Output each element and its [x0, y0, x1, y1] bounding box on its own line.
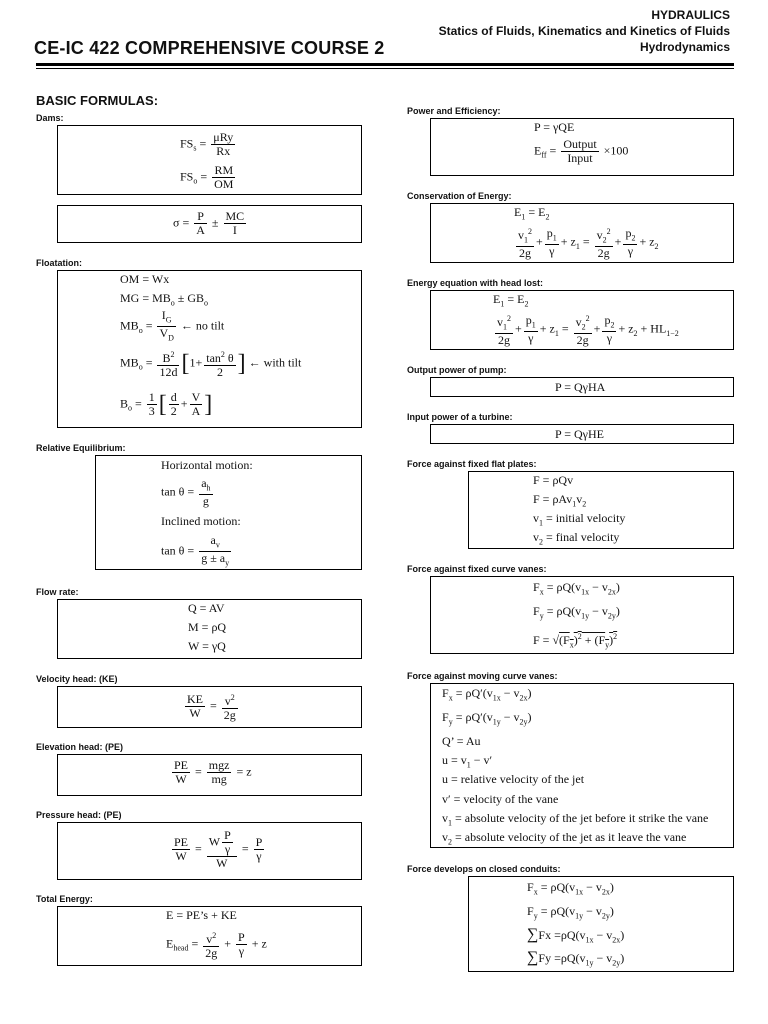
inclined-motion-label: Inclined motion: [161, 514, 241, 528]
fx-fixed-curve-formula: $F_x = \rho Q(v_{1x} - v_{2x})$ [533, 580, 620, 597]
bernoulli-head-lost-formula: $\frac{v_1^2}{2g}$ + $\frac{p_1}{\gamma}$ + $z_1$ = $\frac{v_2^2}{2g}$ + $\frac{p_2}{\gamma}$ + $z_2 + HL_{1-2}$ [497, 313, 679, 348]
e-head-formula: $E_{head}$ = $\frac{v^2}{2g}$ + $\frac{P}{\gamma}$ + z [166, 930, 267, 960]
pressure-head-box [57, 822, 362, 880]
section-label-elevation-head: Elevation head: (PE) [36, 742, 124, 752]
turbine-power-formula: P = QγHE [555, 427, 604, 441]
f-rho-av1v2-formula: $F = \rho Av_1v_2$ [533, 492, 587, 509]
f-rho-qv-formula: F = ρQv [533, 473, 574, 487]
course-title: CE-IC 422 COMPREHENSIVE COURSE 2 [34, 38, 385, 58]
dams-factor-of-safety-box [57, 125, 362, 195]
v1-definition: $v_1$ = initial velocity [533, 511, 626, 528]
q-av-formula: Q = AV [188, 601, 225, 615]
v1-abs-definition: $v_1$ = absolute velocity of the jet before it strike the vane [442, 811, 709, 828]
section-label-floatation: Floatation: [36, 258, 82, 268]
v2-abs-definition: $v_2$ = absolute velocity of the jet as it leave the vane [442, 830, 687, 847]
section-label-force-flat-plates: Force against fixed flat plates: [407, 459, 537, 469]
section-label-power-efficiency: Power and Efficiency: [407, 106, 501, 116]
f-resultant-formula: $F = √(F_x)^2 + (F_y)^2$ [533, 632, 618, 650]
section-label-force-fixed-curve: Force against fixed curve vanes: [407, 564, 547, 574]
output-power-pump-box [430, 377, 734, 397]
fx-conduit-formula: $F_x = \rho Q(v_{1x} - v_{2x})$ [527, 880, 614, 897]
efficiency-formula: $E_{ff}$ = $\frac{\text{Output}}{\text{Input}}$ ×100 [534, 137, 629, 165]
section-label-total-energy: Total Energy: [36, 894, 93, 904]
conservation-energy-box [430, 203, 734, 263]
pressure-head-formula: $\frac{PE}{W}$ = W $\frac{P}{\gamma}$ W = $\frac{P}{\gamma}$ [174, 828, 263, 870]
section-label-energy-head-lost: Energy equation with head lost: [407, 278, 544, 288]
input-power-turbine-box [430, 424, 734, 444]
fy-fixed-curve-formula: $F_y = \rho Q(v_{1y} - v_{2y})$ [533, 604, 620, 621]
om-formula: OM = Wx [120, 272, 170, 286]
velocity-head-formula: $\frac{KE}{W}$ = $\frac{v^2}{2g}$ [187, 692, 236, 722]
energy-head-lost-box [430, 290, 734, 350]
bernoulli-formula: $\frac{v_1^2}{2g}$ + $\frac{p_1}{\gamma}$ + $z_1$ = $\frac{v_2^2}{2g}$ + $\frac{p_2}{\gamma}$ + $z_2$ [518, 226, 659, 261]
fx-moving-formula: $F_x = \rho Q'(v_{1x} - v_{2x})$ [442, 686, 532, 703]
no-tilt-note: ← no tilt [180, 318, 225, 333]
dams-stress-box [57, 205, 362, 243]
relative-equilibrium-box [95, 455, 362, 570]
elevation-head-formula: $\frac{PE}{W}$ = $\frac{\text{mgz}}{mg}$ = z [174, 758, 252, 786]
section-label-dams: Dams: [36, 113, 64, 123]
topics-line-1: Statics of Fluids, Kinematics and Kinetics of Fluids [438, 24, 730, 38]
m-rho-q-formula: M = ρQ [188, 620, 227, 634]
topics-line-2: Hydrodynamics [639, 40, 730, 54]
horizontal-motion-label: Horizontal motion: [161, 458, 253, 472]
mg-formula: MG = $MB_o \pm GB_o$ [120, 291, 209, 308]
section-label-conservation-energy: Conservation of Energy: [407, 191, 512, 201]
document-header-topics [439, 7, 730, 55]
tan-inclined-formula: tan θ = $\frac{a_v}{g \pm a_y}$ [161, 533, 230, 568]
fy-moving-formula: $F_y = \rho Q'(v_{1y} - v_{2y})$ [442, 710, 532, 727]
velocity-head-box [57, 686, 362, 728]
e-pe-ke-formula: E = PE’s + KE [166, 908, 237, 922]
subject-title: HYDRAULICS [651, 8, 730, 22]
force-closed-conduits-box [468, 876, 734, 972]
foundation-stress-formula: σ = $\frac{P}{A}$ ± $\frac{MC}{I}$ [173, 209, 245, 237]
e1-e2-head-lost-formula: $E_1 = E_2$ [493, 292, 529, 309]
u-definition: u = relative velocity of the jet [442, 772, 585, 786]
section-label-input-power-turbine: Input power of a turbine: [407, 412, 513, 422]
sum-fx-formula: $\sum Fx =\rho Q(v_{1x} - v_{2x})$ [527, 926, 625, 945]
w-gamma-q-formula: W = γQ [188, 639, 226, 653]
u-formula: $u = v_1 - v'$ [442, 753, 493, 770]
basic-formulas-heading: BASIC FORMULAS: [36, 93, 159, 108]
sum-fy-formula: $\sum Fy =\rho Q(v_{1y} - v_{2y})$ [527, 949, 625, 968]
total-energy-box [57, 906, 362, 966]
flow-rate-box [57, 599, 362, 659]
section-label-relative-equilibrium: Relative Equilibrium: [36, 443, 126, 453]
force-fixed-curve-box [430, 576, 734, 654]
mb-no-tilt-formula: $MB_o$ = $\frac{I_G}{V_D}$ ← no tilt [120, 308, 225, 343]
section-label-velocity-head: Velocity head: (KE) [36, 674, 118, 684]
q-prime-formula: Q’ = Au [442, 734, 481, 748]
fy-conduit-formula: $F_y = \rho Q(v_{1y} - v_{2y})$ [527, 904, 614, 921]
fs-overturning-formula: $FS_o$ = $\frac{RM}{OM}$ [180, 163, 234, 191]
power-formula: P = γQE [534, 120, 575, 134]
v2-definition: $v_2$ = final velocity [533, 530, 620, 547]
elevation-head-box [57, 754, 362, 796]
v-prime-definition: v′ = velocity of the vane [442, 792, 559, 806]
section-label-pressure-head: Pressure head: (PE) [36, 810, 122, 820]
bo-formula: $B_o$ = $\frac{1}{3}$ [ $\frac{d}{2}$ + $\frac{V}{A}$ ] [120, 390, 213, 418]
e1-e2-formula: $E_1 = E_2$ [514, 205, 550, 222]
mb-with-tilt-formula: $MB_o$ = $\frac{B^2}{12d}$ [1+ $\frac{\tan^2 \theta}{2}$ ] ← with tilt [120, 350, 302, 379]
force-moving-curve-box [430, 683, 734, 848]
section-label-output-power-pump: Output power of pump: [407, 365, 507, 375]
section-label-force-closed-conduits: Force develops on closed conduits: [407, 864, 561, 874]
power-efficiency-box [430, 118, 734, 176]
section-label-force-moving-curve: Force against moving curve vanes: [407, 671, 558, 681]
pump-power-formula: P = QγHA [555, 380, 606, 394]
header-rule-thin [36, 68, 734, 69]
floatation-box [57, 270, 362, 428]
section-label-flow-rate: Flow rate: [36, 587, 79, 597]
with-tilt-note: ← with tilt [248, 355, 302, 370]
force-flat-plates-box [468, 471, 734, 549]
tan-horizontal-formula: tan θ = $\frac{a_h}{g}$ [161, 476, 211, 509]
fs-sliding-formula: $FS_s$ = $\frac{\text{μRy}}{Rx}$ [180, 130, 234, 158]
header-rule-thick [36, 63, 734, 66]
